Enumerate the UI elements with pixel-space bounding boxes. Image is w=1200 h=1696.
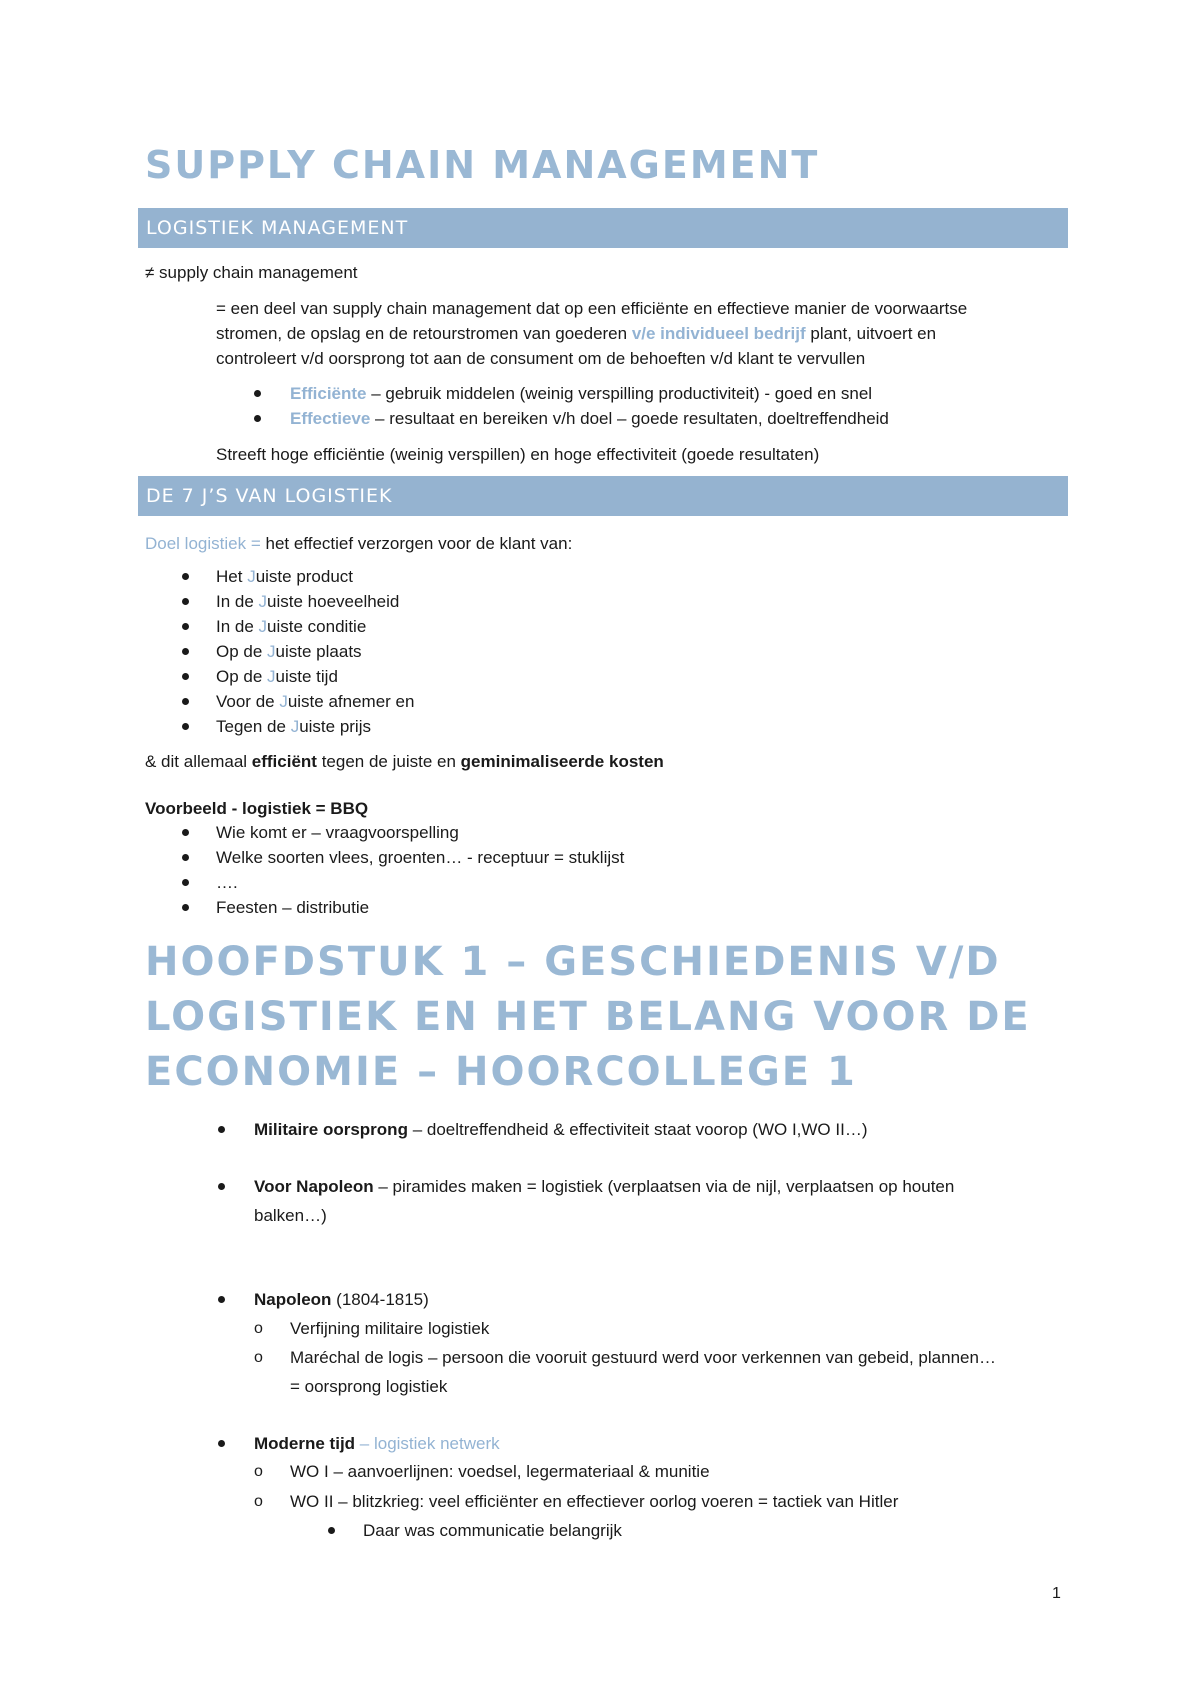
bullet-dot: [182, 623, 189, 630]
list-item: Op de Juiste tijd: [216, 667, 338, 686]
bullet-dot: [182, 648, 189, 655]
chapter-heading: HOOFDSTUK 1 – GESCHIEDENIS V/D LOGISTIEK EN HET BELANG VOOR DE ECONOMIE – HOORCOLLEGE 1: [145, 939, 1031, 1095]
list-item: Het Juiste product: [216, 567, 354, 586]
bullet-dot: [182, 879, 189, 886]
bullet-dot: [182, 904, 189, 911]
example-list-item: Feesten – distributie: [216, 898, 370, 917]
definition-line-2: stromen, de opslag en de retourstromen van goederen v/e individueel bedrijf plant, uitvoert en: [216, 324, 937, 343]
bullet-dot: [218, 1440, 225, 1447]
sub-sub-item-communicatie: Daar was communicatie belangrijk: [363, 1521, 622, 1540]
sub-item-verfijning: Verfijning militaire logistiek: [290, 1319, 490, 1338]
list-item-effectieve: Effectieve – resultaat en bereiken v/h doel – goede resultaten, doeltreffendheid: [290, 409, 889, 428]
bullet-dot: [182, 698, 189, 705]
section-heading-7-js: DE 7 J’S VAN LOGISTIEK: [138, 476, 1068, 516]
document-title: SUPPLY CHAIN MANAGEMENT: [145, 143, 820, 187]
bullet-dot: [328, 1527, 335, 1534]
list-item: In de Juiste conditie: [216, 617, 367, 636]
bullet-dot: [182, 723, 189, 730]
bullet-dot: [218, 1296, 225, 1303]
doel-line: Doel logistiek = het effectief verzorgen voor de klant van:: [145, 534, 573, 553]
bullet-dot: [182, 673, 189, 680]
neq-line: ≠ supply chain management: [145, 263, 358, 282]
item-voor-napoleon: Voor Napoleon – piramides maken = logistiek (verplaatsen via de nijl, verplaatsen op houten: [254, 1177, 955, 1196]
bullet-dot: [182, 573, 189, 580]
bullet-dot: [182, 854, 189, 861]
list-item-efficiente: Efficiënte – gebruik middelen (weinig verspilling productiviteit) - goed en snel: [290, 384, 873, 403]
bullet-dot: [182, 829, 189, 836]
streeft-line: Streeft hoge efficiëntie (weinig verspillen) en hoge effectiviteit (goede resultaten): [216, 445, 820, 464]
summary-line: & dit allemaal efficiënt tegen de juiste en geminimaliseerde kosten: [145, 752, 664, 771]
item-moderne-tijd: Moderne tijd – logistiek netwerk: [254, 1434, 500, 1453]
sub-bullet-icon: o: [254, 1493, 263, 1510]
example-list-item: Welke soorten vlees, groenten… - receptuur = stuklijst: [216, 848, 625, 867]
sub-bullet-icon: o: [254, 1349, 263, 1366]
page-number: 1: [1052, 1585, 1061, 1602]
list-item: Op de Juiste plaats: [216, 642, 362, 661]
sub-bullet-icon: o: [254, 1463, 263, 1480]
definition-line-3: controleert v/d oorsprong tot aan de consument om de behoeften v/d klant te vervullen: [216, 349, 866, 368]
example-list-item: Wie komt er – vraagvoorspelling: [216, 823, 459, 842]
bullet-dot: [218, 1126, 225, 1133]
item-voor-napoleon-cont: balken…): [254, 1206, 327, 1225]
example-title: Voorbeeld - logistiek = BBQ: [145, 799, 369, 818]
section-heading-logistiek-management: LOGISTIEK MANAGEMENT: [138, 208, 1068, 248]
example-list-item: ….: [216, 873, 238, 892]
sub-item-wo1: WO I – aanvoerlijnen: voedsel, legermateriaal & munitie: [290, 1462, 710, 1481]
bullet-dot: [254, 390, 261, 397]
item-militaire-oorsprong: Militaire oorsprong – doeltreffendheid & effectiviteit staat voorop (WO I,WO II…): [254, 1120, 868, 1139]
bullet-dot: [182, 598, 189, 605]
sub-item-marechal-cont: = oorsprong logistiek: [290, 1377, 448, 1396]
sub-item-marechal: Maréchal de logis – persoon die vooruit gestuurd werd voor verkennen van gebeid, plannen…: [290, 1348, 996, 1367]
list-item: Voor de Juiste afnemer en: [216, 692, 415, 711]
list-item: In de Juiste hoeveelheid: [216, 592, 400, 611]
bullet-dot: [254, 415, 261, 422]
bullet-dot: [218, 1183, 225, 1190]
definition-line-1: = een deel van supply chain management dat op een efficiënte en effectieve manier de voorwaartse: [216, 299, 968, 318]
item-napoleon: Napoleon (1804-1815): [254, 1290, 429, 1309]
sub-item-wo2: WO II – blitzkrieg: veel efficiënter en effectiever oorlog voeren = tactiek van Hitler: [290, 1492, 899, 1511]
list-item: Tegen de Juiste prijs: [216, 717, 371, 736]
sub-bullet-icon: o: [254, 1320, 263, 1337]
